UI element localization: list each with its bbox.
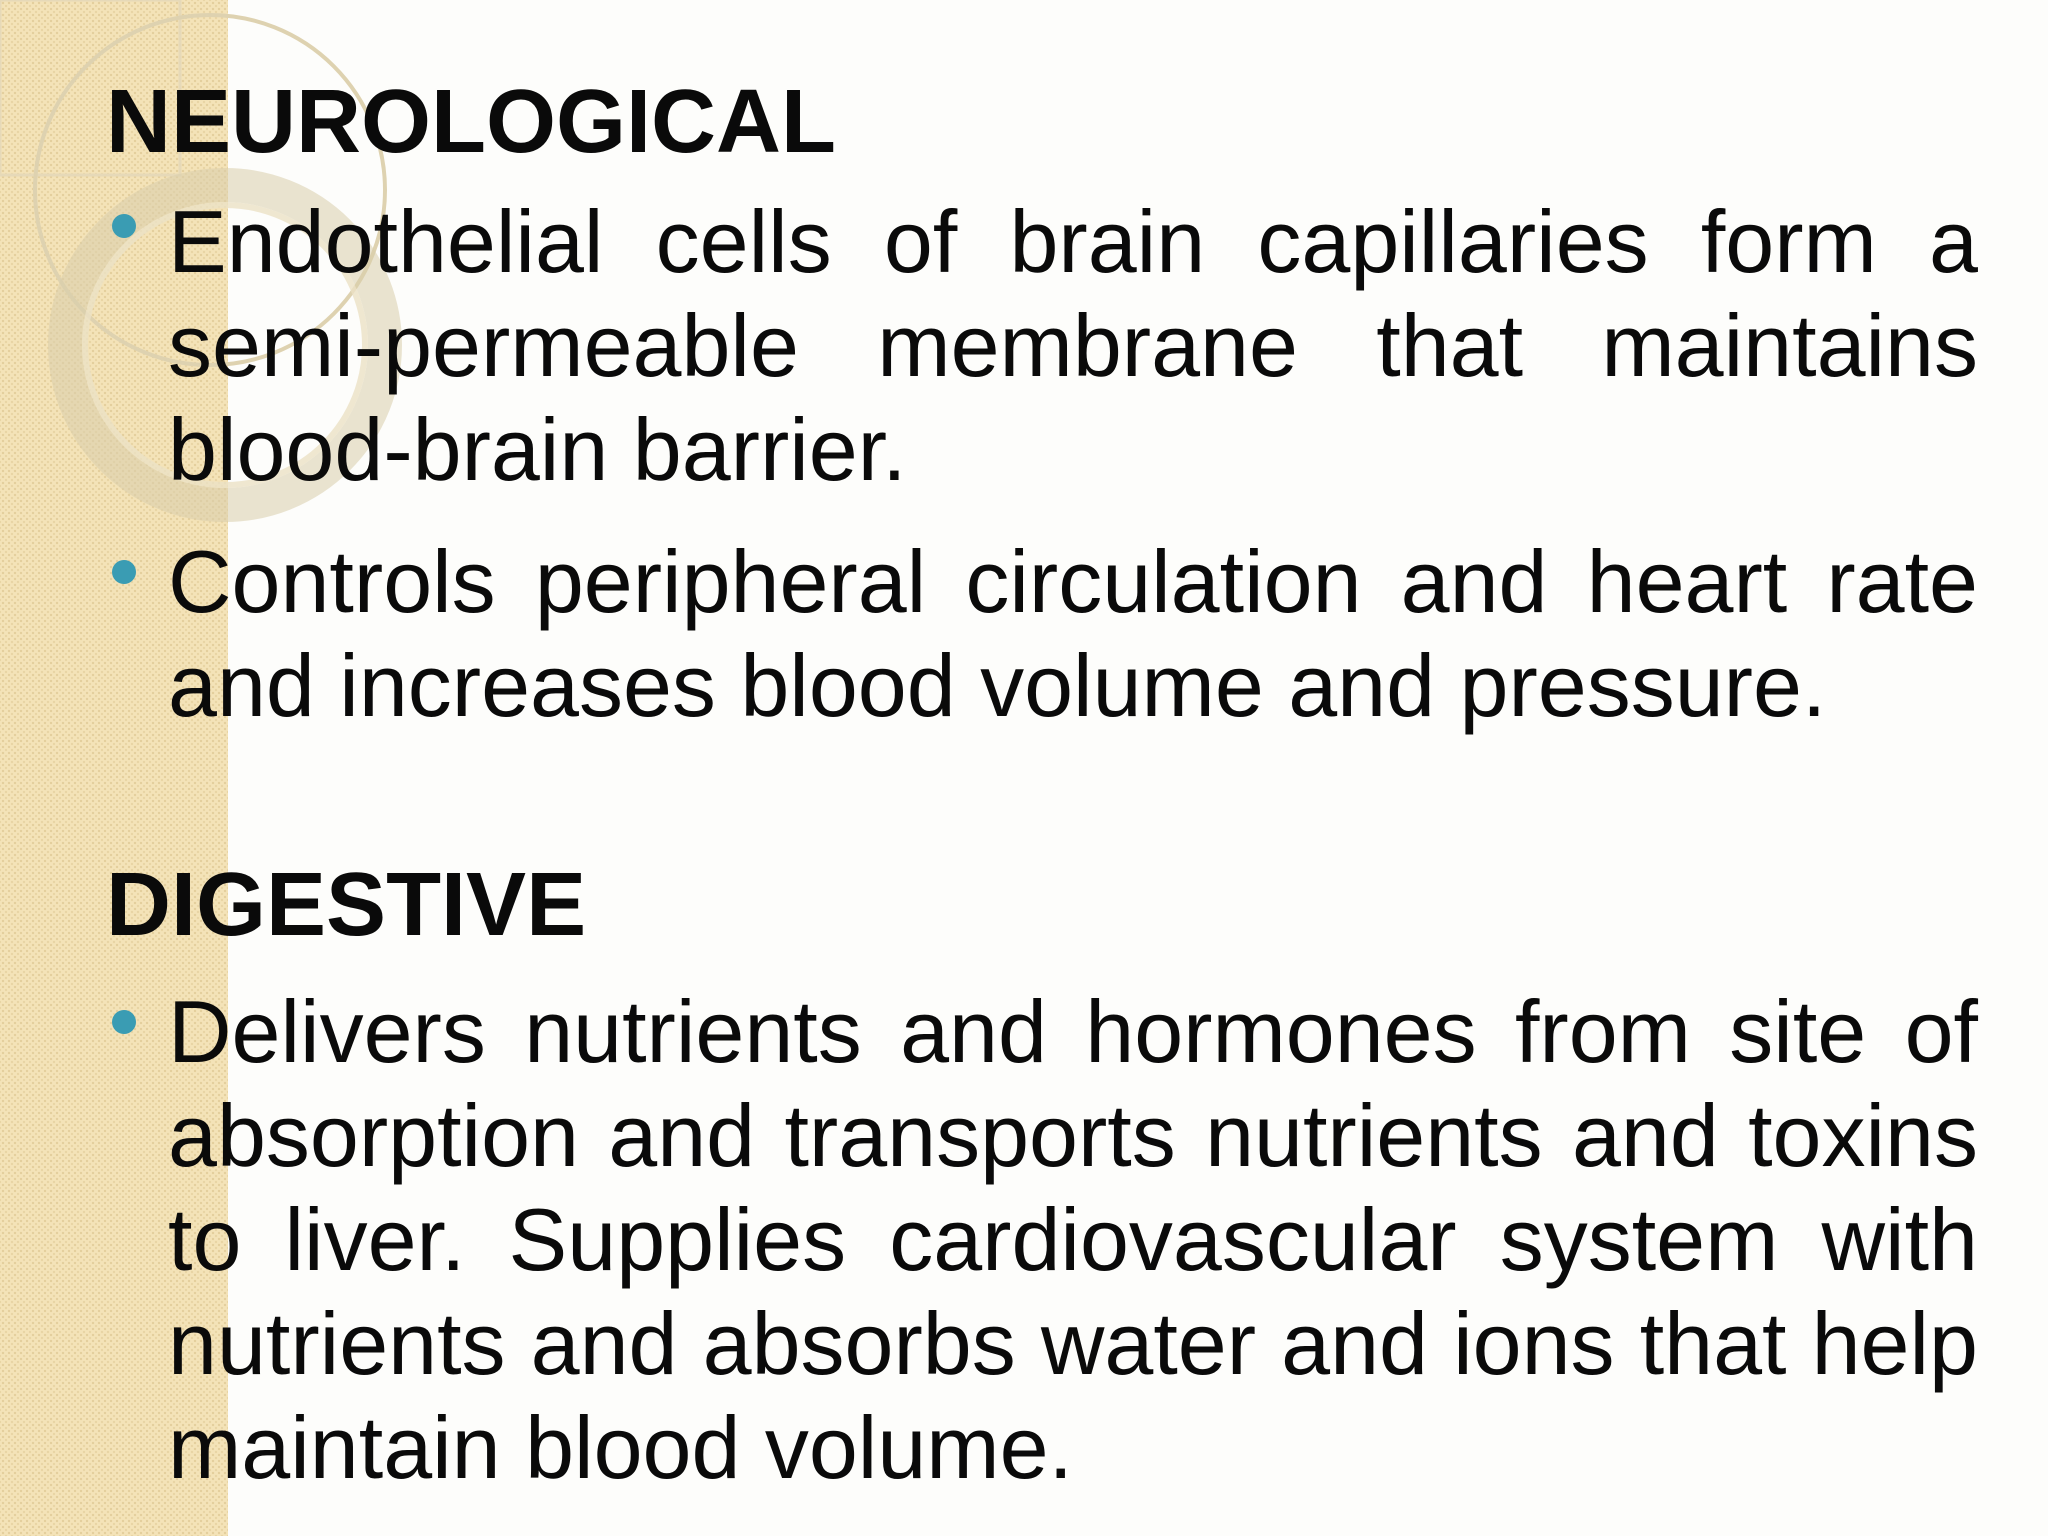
bullet-text-neuro-2: Controls peripheral circulation and heart rate and increases blood volume and pressure.: [168, 532, 1978, 735]
bullet-dot-icon: [112, 1010, 136, 1034]
bullet-dot-icon: [112, 214, 136, 238]
bullet-text-neuro-1: Endothelial cells of brain capillaries form a semi-permeable membrane that maintains blood-brain barrier.: [168, 192, 1978, 499]
bullet-dot-icon: [112, 560, 136, 584]
heading-digestive: DIGESTIVE: [106, 855, 587, 955]
heading-neurological: NEUROLOGICAL: [106, 72, 836, 172]
bullet-text-digestive-1: Delivers nutrients and hormones from site of absorption and transports nutrients and toxins to liver. Supplies cardiovascular system with nutrients and absorbs water and ions that help maintain blood volume.: [168, 982, 1978, 1497]
